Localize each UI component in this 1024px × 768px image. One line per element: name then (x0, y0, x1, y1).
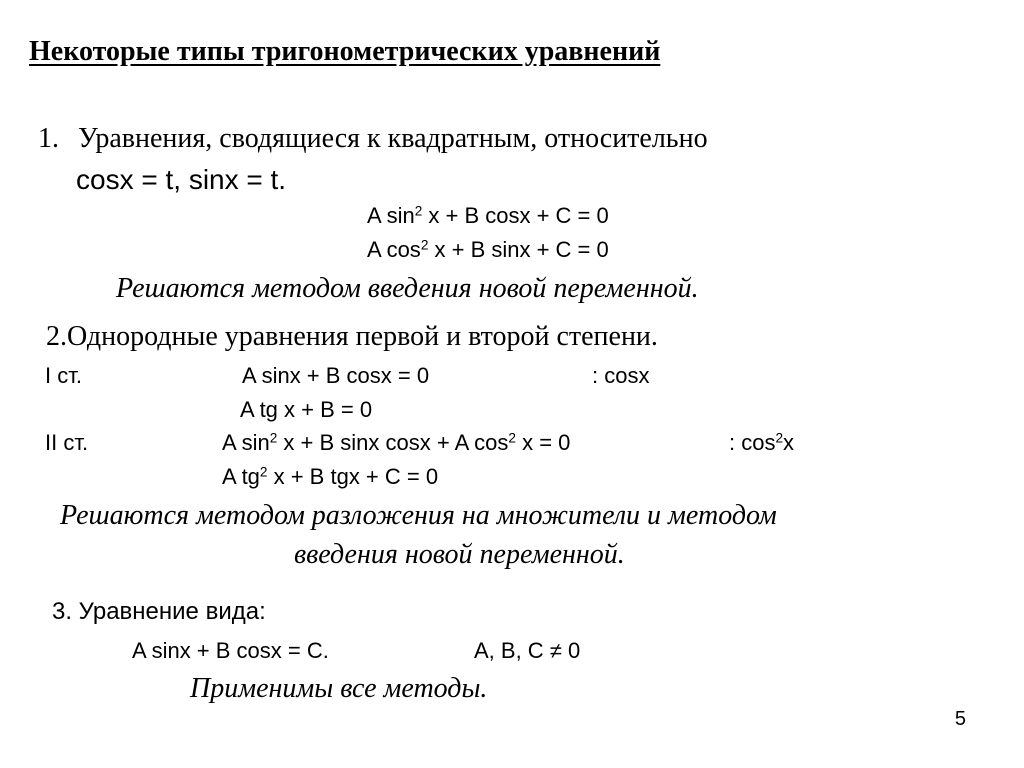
degree-2-divisor: : $\cos^2x$ (729, 430, 795, 455)
section-3-condition: A, B, C ≠ 0 (474, 638, 581, 663)
section-2-heading: 2.Однородные уравнения первой и второй степени. (46, 321, 658, 352)
degree-2-equation-reduced: A $tg^2$ x + B tgx + C = 0 (222, 464, 439, 489)
degree-1-label: I ст. (45, 363, 82, 388)
section-1-number: 1. (38, 123, 59, 154)
section-3-method: Применимы все методы. (190, 673, 488, 704)
degree-1-equation-reduced: A tg x + B = 0 (240, 397, 373, 422)
degree-2-label: II ст. (45, 430, 89, 455)
section-3-heading: 3. Уравнение вида: (52, 598, 266, 625)
section-1-substitution: cosx = t, sinx = t. (76, 164, 287, 195)
slide-title: Некоторые типы тригонометрических уравнений (29, 36, 661, 67)
section-1-equation-2: A $\cos^2 x + B$ sinx + C = 0 (367, 237, 609, 262)
page-number: 5 (954, 708, 966, 730)
section-1-heading: Уравнения, сводящиеся к квадратным, относительно (78, 123, 708, 154)
degree-2-equation: A $\sin^2 x + B$ sinx cosx + A $\cos^2 x = 0$ (222, 430, 571, 455)
degree-1-equation: A sinx + B cosx = 0 (242, 363, 430, 388)
section-2-method-line-2: введения новой переменной. (294, 539, 625, 570)
degree-1-divisor: : cosx (592, 363, 650, 388)
section-1-method: Решаются методом введения новой переменной. (116, 273, 699, 304)
section-1-equation-1: A $\sin^2 x + B$ cosx + C = 0 (367, 203, 609, 228)
section-2-method-line-1: Решаются методом разложения на множители и методом (60, 500, 777, 531)
section-3-equation: A sinx + B cosx = C. (132, 638, 329, 663)
